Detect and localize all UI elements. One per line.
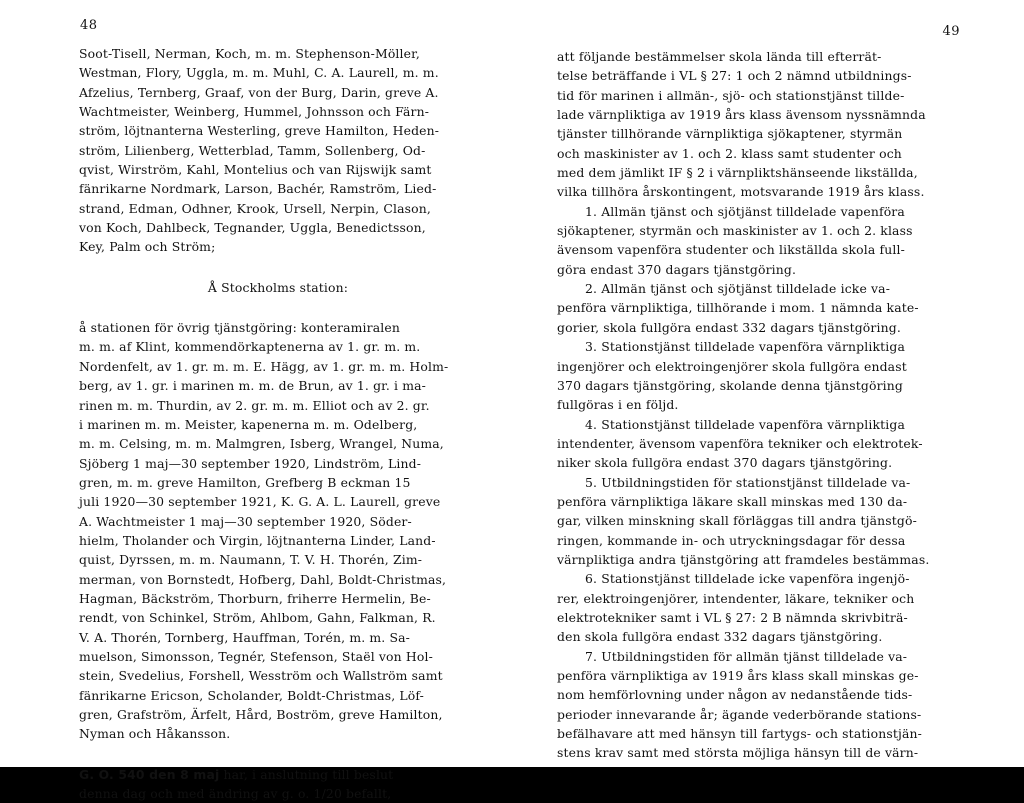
text-line: gren, m. m. greve Hamilton, Grefberg B eckman 15 (79, 474, 411, 490)
text-line: rendt, von Schinkel, Ström, Ahlbom, Gahn, Falkman, R. (79, 610, 436, 626)
text-line: Westman, Flory, Uggla, m. m. Muhl, C. A. Laurell, m. m. (79, 65, 439, 81)
text-line: å stationen för övrig tjänstgöring: konteramiralen (79, 320, 401, 336)
text-line: vilka tillhöra årskontingent, motsvarande 1919 års klass. (557, 184, 925, 200)
station-list-block (79, 318, 477, 744)
text-line: telse beträffande i VL § 27: 1 och 2 nämnd utbildnings- (557, 68, 912, 84)
text-line: med dem jämlikt IF § 2 i värnpliktshänseende likställda, (557, 165, 918, 181)
text-line: A. Wachtmeister 1 maj—30 september 1920, Söder- (79, 513, 412, 529)
text-line: 4. Stationstjänst tilldelade vapenföra värnpliktiga (585, 416, 905, 432)
text-line: ström, Lilienberg, Wetterblad, Tamm, Sollenberg, Od- (79, 142, 426, 158)
text-line: penföra värnpliktiga läkare skall minskas med 130 da- (557, 493, 908, 509)
text-line: fänrikarne Ericson, Scholander, Boldt-Christmas, Löf- (79, 687, 425, 703)
name-list-block (79, 44, 477, 257)
general-order-text: har, i anslutning till beslut (219, 766, 394, 782)
text-line: lade värnpliktiga av 1919 års klass ävensom nyssnämnda (557, 107, 926, 123)
text-line: m. m. af Klint, kommendörkaptenerna av 1. gr. m. m. (79, 339, 421, 355)
text-line: nom hemförlovning under någon av nedanstående tids- (557, 687, 913, 703)
left-page-text (79, 44, 477, 803)
text-line: denna dag och med ändring av g. o. 1/20 befallt, (79, 786, 392, 802)
text-line: muelson, Simonsson, Tegnér, Stefenson, Staël von Hol- (79, 648, 433, 664)
text-line: befälhavare att med hänsyn till fartygs- och stationstjän- (557, 726, 922, 742)
text-line: merman, von Bornstedt, Hofberg, Dahl, Boldt-Christmas, (79, 571, 447, 587)
text-line: ävensom vapenföra studenter och likställda skola full- (557, 242, 905, 258)
text-line: rinen m. m. Thurdin, av 2. gr. m. m. Elliot och av 2. gr. (79, 397, 430, 413)
text-line: hielm, Tholander och Virgin, löjtnanterna Linder, Land- (79, 532, 436, 548)
text-line: Wachtmeister, Weinberg, Hummel, Johnsson och Färn- (79, 104, 430, 120)
text-line: tjänster tillhörande värnpliktiga sjökaptener, styrmän (557, 126, 903, 142)
text-line: penföra värnpliktiga av 1919 års klass skall minskas ge- (557, 668, 919, 683)
text-line: quist, Dyrssen, m. m. Naumann, T. V. H. Thorén, Zim- (79, 552, 423, 568)
page-number-left: 48 (80, 18, 98, 33)
text-line: 6. Stationstjänst tilldelade icke vapenföra ingenjö- (585, 571, 910, 587)
station-heading: Å Stockholms station: (207, 279, 349, 295)
text-line: perioder innevarande år; ägande vederbörande stations- (557, 706, 922, 722)
text-line: Afzelius, Ternberg, Graaf, von der Burg, Darin, greve A. (79, 84, 439, 100)
text-line: och maskinister av 1. och 2. klass samt studenter och (557, 145, 902, 161)
text-line: juli 1920—30 september 1921, K. G. A. L. Laurell, greve (79, 494, 441, 510)
text-line: att följande bestämmelser skola lända till efterrät- (557, 49, 882, 64)
page-number-right: 49 (942, 24, 960, 39)
text-line: den skola fullgöra endast 332 dagars tjänstgöring. (557, 629, 883, 645)
text-line: berg, av 1. gr. i marinen m. m. de Brun, av 1. gr. i ma- (79, 378, 427, 394)
text-line: ingenjörer och elektroingenjörer skola fullgöra endast (557, 358, 907, 374)
text-line: niker skola fullgöra endast 370 dagars tjänstgöring. (557, 455, 893, 471)
general-order-label: G. O. 540 den 8 maj (79, 766, 220, 782)
text-line: intendenter, ävensom vapenföra tekniker och elektrotek- (557, 435, 923, 451)
text-line: fänrikarne Nordmark, Larson, Bachér, Ramström, Lied- (79, 181, 437, 197)
text-line: Nordenfelt, av 1. gr. m. m. E. Hägg, av 1. gr. m. m. Holm- (79, 358, 449, 374)
right-page-text (557, 47, 962, 763)
text-line: fullgöras i en följd. (557, 397, 679, 413)
text-line: 3. Stationstjänst tilldelade vapenföra värnpliktiga (585, 339, 905, 355)
text-line: gorier, skola fullgöra endast 332 dagars tjänstgöring. (557, 319, 901, 335)
text-line: elektrotekniker samt i VL § 27: 2 B nämnda skrivbiträ- (557, 609, 908, 625)
text-line: strand, Edman, Odhner, Krook, Ursell, Nerpin, Clason, (79, 200, 431, 216)
left-page (0, 0, 511, 802)
text-line: 5. Utbildningstiden för stationstjänst tilldelade va- (585, 474, 911, 490)
text-line: V. A. Thorén, Tornberg, Hauffman, Torén, m. m. Sa- (79, 629, 410, 645)
text-line: 370 dagars tjänstgöring, skolande denna tjänstgöring (557, 377, 903, 393)
text-line: von Koch, Dahlbeck, Tegnander, Uggla, Benedictsson, (79, 220, 426, 236)
text-line: värnpliktiga andra tjänstgöring att framdeles bestämmas. (557, 551, 930, 567)
text-line: Soot-Tisell, Nerman, Koch, m. m. Stephenson-Möller, (79, 46, 420, 61)
text-line: tid för marinen i allmän-, sjö- och stationstjänst tillde- (557, 87, 905, 103)
text-line: sjökaptener, styrmän och maskinister av 1. och 2. klass (557, 223, 913, 239)
text-line: stens krav samt med största möjliga hänsyn till de värn- (557, 745, 919, 761)
text-line: m. m. Celsing, m. m. Malmgren, Isberg, Wrangel, Numa, (79, 436, 444, 452)
text-line: göra endast 370 dagars tjänstgöring. (557, 261, 797, 277)
general-order-heading (79, 765, 477, 784)
text-line: stein, Svedelius, Forshell, Wesström och Wallström samt (79, 668, 443, 684)
text-line: 7. Utbildningstiden för allmän tjänst tilldelade va- (585, 648, 908, 664)
text-line: ström, löjtnanterna Westerling, greve Hamilton, Heden- (79, 123, 440, 139)
text-line: qvist, Wirström, Kahl, Montelius och van Rijswijk samt (79, 162, 432, 178)
text-line: 2. Allmän tjänst och sjötjänst tilldelade icke va- (585, 281, 891, 297)
text-line: gren, Grafström, Ärfelt, Hård, Boström, greve Hamilton, (79, 707, 443, 722)
right-page (511, 0, 1024, 767)
text-line: 1. Allmän tjänst och sjötjänst tilldelade vapenföra (585, 203, 905, 219)
text-line: Key, Palm och Ström; (79, 239, 216, 255)
text-line: gar, vilken minskning skall förläggas till andra tjänstgö- (557, 513, 917, 529)
text-line: i marinen m. m. Meister, kapenerna m. m. Odelberg, (79, 416, 418, 432)
text-line: rer, elektroingenjörer, intendenter, läkare, tekniker och (557, 590, 915, 606)
text-line: penföra värnpliktiga, tillhörande i mom. 1 nämnda kate- (557, 300, 919, 316)
text-line: ringen, kommande in- och utryckningsdagar för dessa (557, 532, 906, 548)
text-line: Nyman och Håkansson. (79, 726, 231, 742)
text-line: Sjöberg 1 maj—30 september 1920, Lindström, Lind- (79, 455, 422, 471)
text-line: Hagman, Bäckström, Thorburn, friherre Hermelin, Be- (79, 590, 431, 606)
